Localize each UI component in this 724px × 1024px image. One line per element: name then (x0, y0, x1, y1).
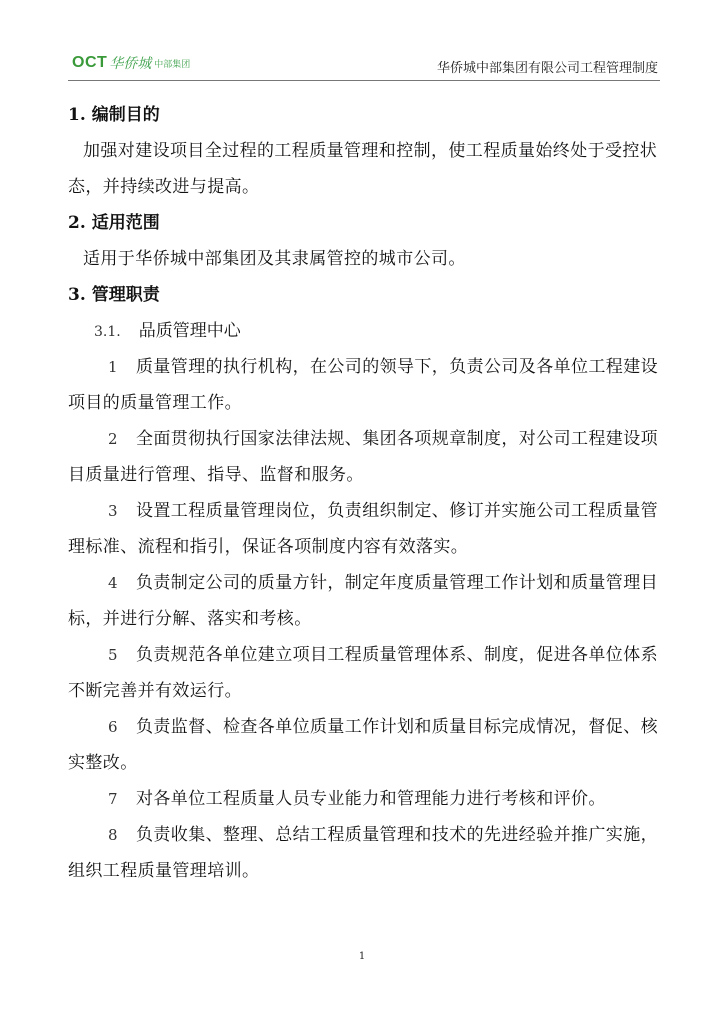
logo-chinese: 华侨城 (109, 56, 152, 72)
section-heading (68, 205, 660, 241)
section-title: 管理职责 (91, 285, 160, 305)
item-text: 全面贯彻执行国家法律法规、集团各项规章制度，对公司工程建设项目质量进行管理、指导、监督和服务。 (68, 429, 658, 485)
item-text: 设置工程质量管理岗位，负责组织制定、修订并实施公司工程质量管理标准、流程和指引，保证各项制度内容有效落实。 (68, 501, 658, 557)
list-item (68, 709, 660, 781)
item-text: 负责监督、检查各单位质量工作计划和质量目标完成情况，督促、核实整改。 (68, 717, 658, 773)
section-number: 2. (68, 213, 86, 233)
item-number: 3 (108, 502, 118, 520)
item-text: 对各单位工程质量人员专业能力和管理能力进行考核和评价。 (136, 789, 606, 809)
document-body (68, 97, 660, 889)
list-item (68, 421, 660, 493)
section-number: 3. (68, 285, 86, 305)
section-heading (68, 97, 660, 133)
item-number: 5 (108, 646, 118, 664)
section-heading (68, 277, 660, 313)
section-paragraph: 加强对建设项目全过程的工程质量管理和控制，使工程质量始终处于受控状态，并持续改进与提高。 (68, 141, 658, 197)
header-divider (68, 80, 660, 81)
item-number: 6 (108, 718, 118, 736)
page-header (0, 0, 724, 86)
list-item (68, 349, 660, 421)
item-number: 4 (108, 574, 118, 592)
logo-latin: OCT (72, 54, 108, 71)
section-paragraph: 适用于华侨城中部集团及其隶属管控的城市公司。 (83, 249, 466, 269)
section-title: 适用范围 (91, 213, 160, 233)
item-text: 负责规范各单位建立项目工程质量管理体系、制度，促进各单位体系不断完善并有效运行。 (68, 645, 658, 701)
logo-sub: 中部集团 (154, 59, 191, 70)
item-number: 8 (108, 826, 118, 844)
section-number: 1. (68, 105, 86, 125)
subsection-title: 品质管理中心 (138, 321, 241, 341)
item-text: 负责收集、整理、总结工程质量管理和技术的先进经验并推广实施，组织工程质量管理培训。 (68, 825, 658, 881)
section-title: 编制目的 (91, 105, 160, 125)
item-text: 负责制定公司的质量方针，制定年度质量管理工作计划和质量管理目标，并进行分解、落实和考核。 (68, 573, 658, 629)
item-text: 质量管理的执行机构，在公司的领导下，负责公司及各单位工程建设项目的质量管理工作。 (68, 357, 658, 413)
subsection-number: 3.1. (94, 324, 121, 340)
list-item (68, 817, 660, 889)
list-item (68, 637, 660, 709)
item-number: 2 (108, 430, 118, 448)
page-number: 1 (358, 951, 366, 962)
company-logo (72, 54, 190, 72)
list-item (68, 781, 660, 817)
item-number: 1 (108, 358, 118, 376)
document-title: 华侨城中部集团有限公司工程管理制度 (436, 61, 658, 76)
list-item (68, 493, 660, 565)
list-item (68, 565, 660, 637)
subsection-heading (68, 313, 660, 349)
item-number: 7 (108, 790, 118, 808)
